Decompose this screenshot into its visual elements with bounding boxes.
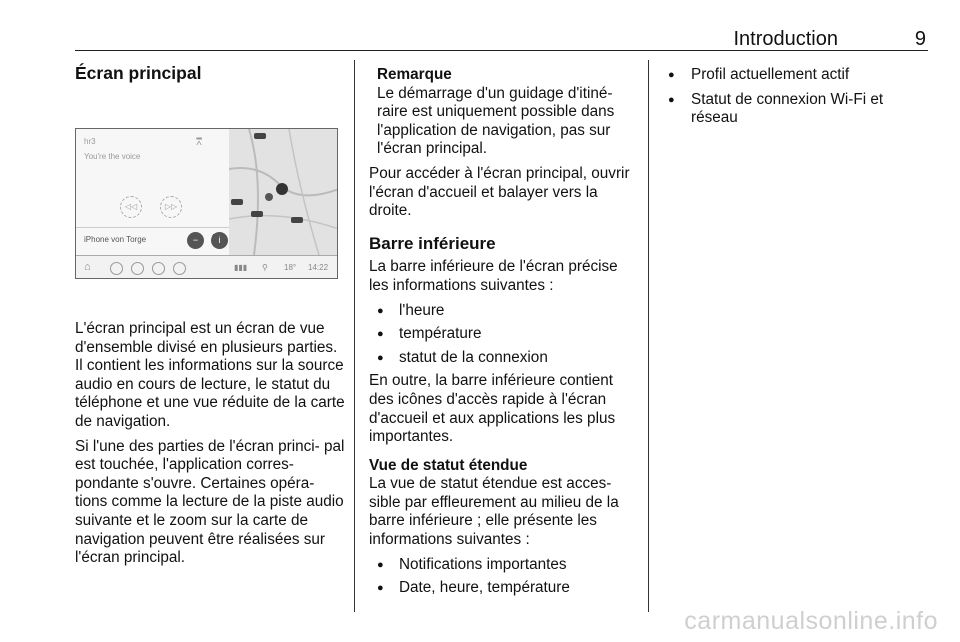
note-text: Le démarrage d'un guidage d'itiné‐ raire est uniquement possible dans l'application de navigation, pas sur l'écran principal. <box>377 84 615 158</box>
antenna-icon: ⩞ <box>196 137 203 148</box>
forward-icon: ▷▷ <box>160 196 182 218</box>
paragraph: Pour accéder à l'écran principal, ouvrir l'écran d'accueil et balayer vers la droite. <box>369 164 630 220</box>
map-roads <box>229 129 338 255</box>
navigation-icon <box>152 262 165 275</box>
bullet-list <box>369 556 641 598</box>
bottom-bar <box>76 255 338 279</box>
app-icon <box>173 262 186 275</box>
note-box <box>369 66 641 159</box>
list-item: ● l'heure <box>369 302 641 321</box>
list-item: ● Date, heure, température <box>369 579 641 598</box>
subheading: Vue de statut étendue <box>369 456 528 474</box>
paragraph: L'écran principal est un écran de vue d'ensemble divisé en plusieurs parties. Il contient les informations sur la source audio en cours de lecture, le statut du téléphone et une vue réduite de la carte de navigation. <box>75 320 345 430</box>
signal-icon: ▮▮▮ <box>234 263 248 272</box>
list-item: ● statut de la connexion <box>369 349 641 368</box>
section-heading: Barre inférieure <box>369 233 496 253</box>
section-heading: Écran principal <box>75 63 202 83</box>
list-item: ● température <box>369 325 641 344</box>
bottom-time: 14:22 <box>308 263 329 272</box>
paragraph: La vue de statut étendue est acces‐ sible par effleurement au milieu de la barre inférieure ; elle présente les informations suivantes : <box>369 475 619 549</box>
rewind-icon: ◁◁ <box>120 196 142 218</box>
home-icon: ⌂ <box>84 261 91 273</box>
panel-divider <box>76 227 229 228</box>
bottom-temperature: 18° <box>284 263 297 272</box>
page-number: 9 <box>914 28 926 50</box>
location-icon: ⚲ <box>262 263 268 272</box>
zoom-out-icon: − <box>187 232 204 249</box>
list-item: ● Statut de connexion Wi-Fi et réseau <box>664 91 934 128</box>
column-2 <box>369 66 641 603</box>
watermark: carmanualsonline.info <box>684 607 938 635</box>
paragraph: En outre, la barre inférieure contient des icônes d'accès rapide à l'écran d'accueil et aux applications les plus importantes. <box>369 372 616 446</box>
column-1-text <box>75 320 347 574</box>
column-divider <box>648 60 649 612</box>
list-item: ● Notifications importantes <box>369 556 641 575</box>
home-screen-illustration <box>75 128 338 279</box>
audio-source: hr3 <box>84 137 96 146</box>
column-3 <box>664 66 934 134</box>
page-header <box>75 28 928 52</box>
audio-icon <box>110 262 123 275</box>
bullet-list <box>369 302 641 368</box>
phone-name: iPhone von Torge <box>84 235 147 244</box>
list-item: ● Profil actuellement actif <box>664 66 934 85</box>
note-title: Remarque <box>377 66 452 83</box>
paragraph: Si l'une des parties de l'écran princi‐ pal est touchée, l'application corres‐ pondante s'ouvre. Certaines opéra‐ tions comme la lecture de la piste audio suivante et le zoom sur la carte de navigation peuvent être réalisées sur l'écran principal. <box>75 437 345 567</box>
bullet-list <box>664 66 934 128</box>
info-icon: i <box>211 232 228 249</box>
header-title: Introduction <box>733 28 838 50</box>
audio-phone-panel <box>76 129 229 255</box>
paragraph: La barre inférieure de l'écran précise les informations suivantes : <box>369 258 618 294</box>
phone-app-icon <box>131 262 144 275</box>
mini-map <box>192 129 338 255</box>
audio-track: You're the voice <box>84 152 141 161</box>
column-1 <box>75 64 347 83</box>
header-rule <box>75 50 928 51</box>
column-divider <box>354 60 355 612</box>
